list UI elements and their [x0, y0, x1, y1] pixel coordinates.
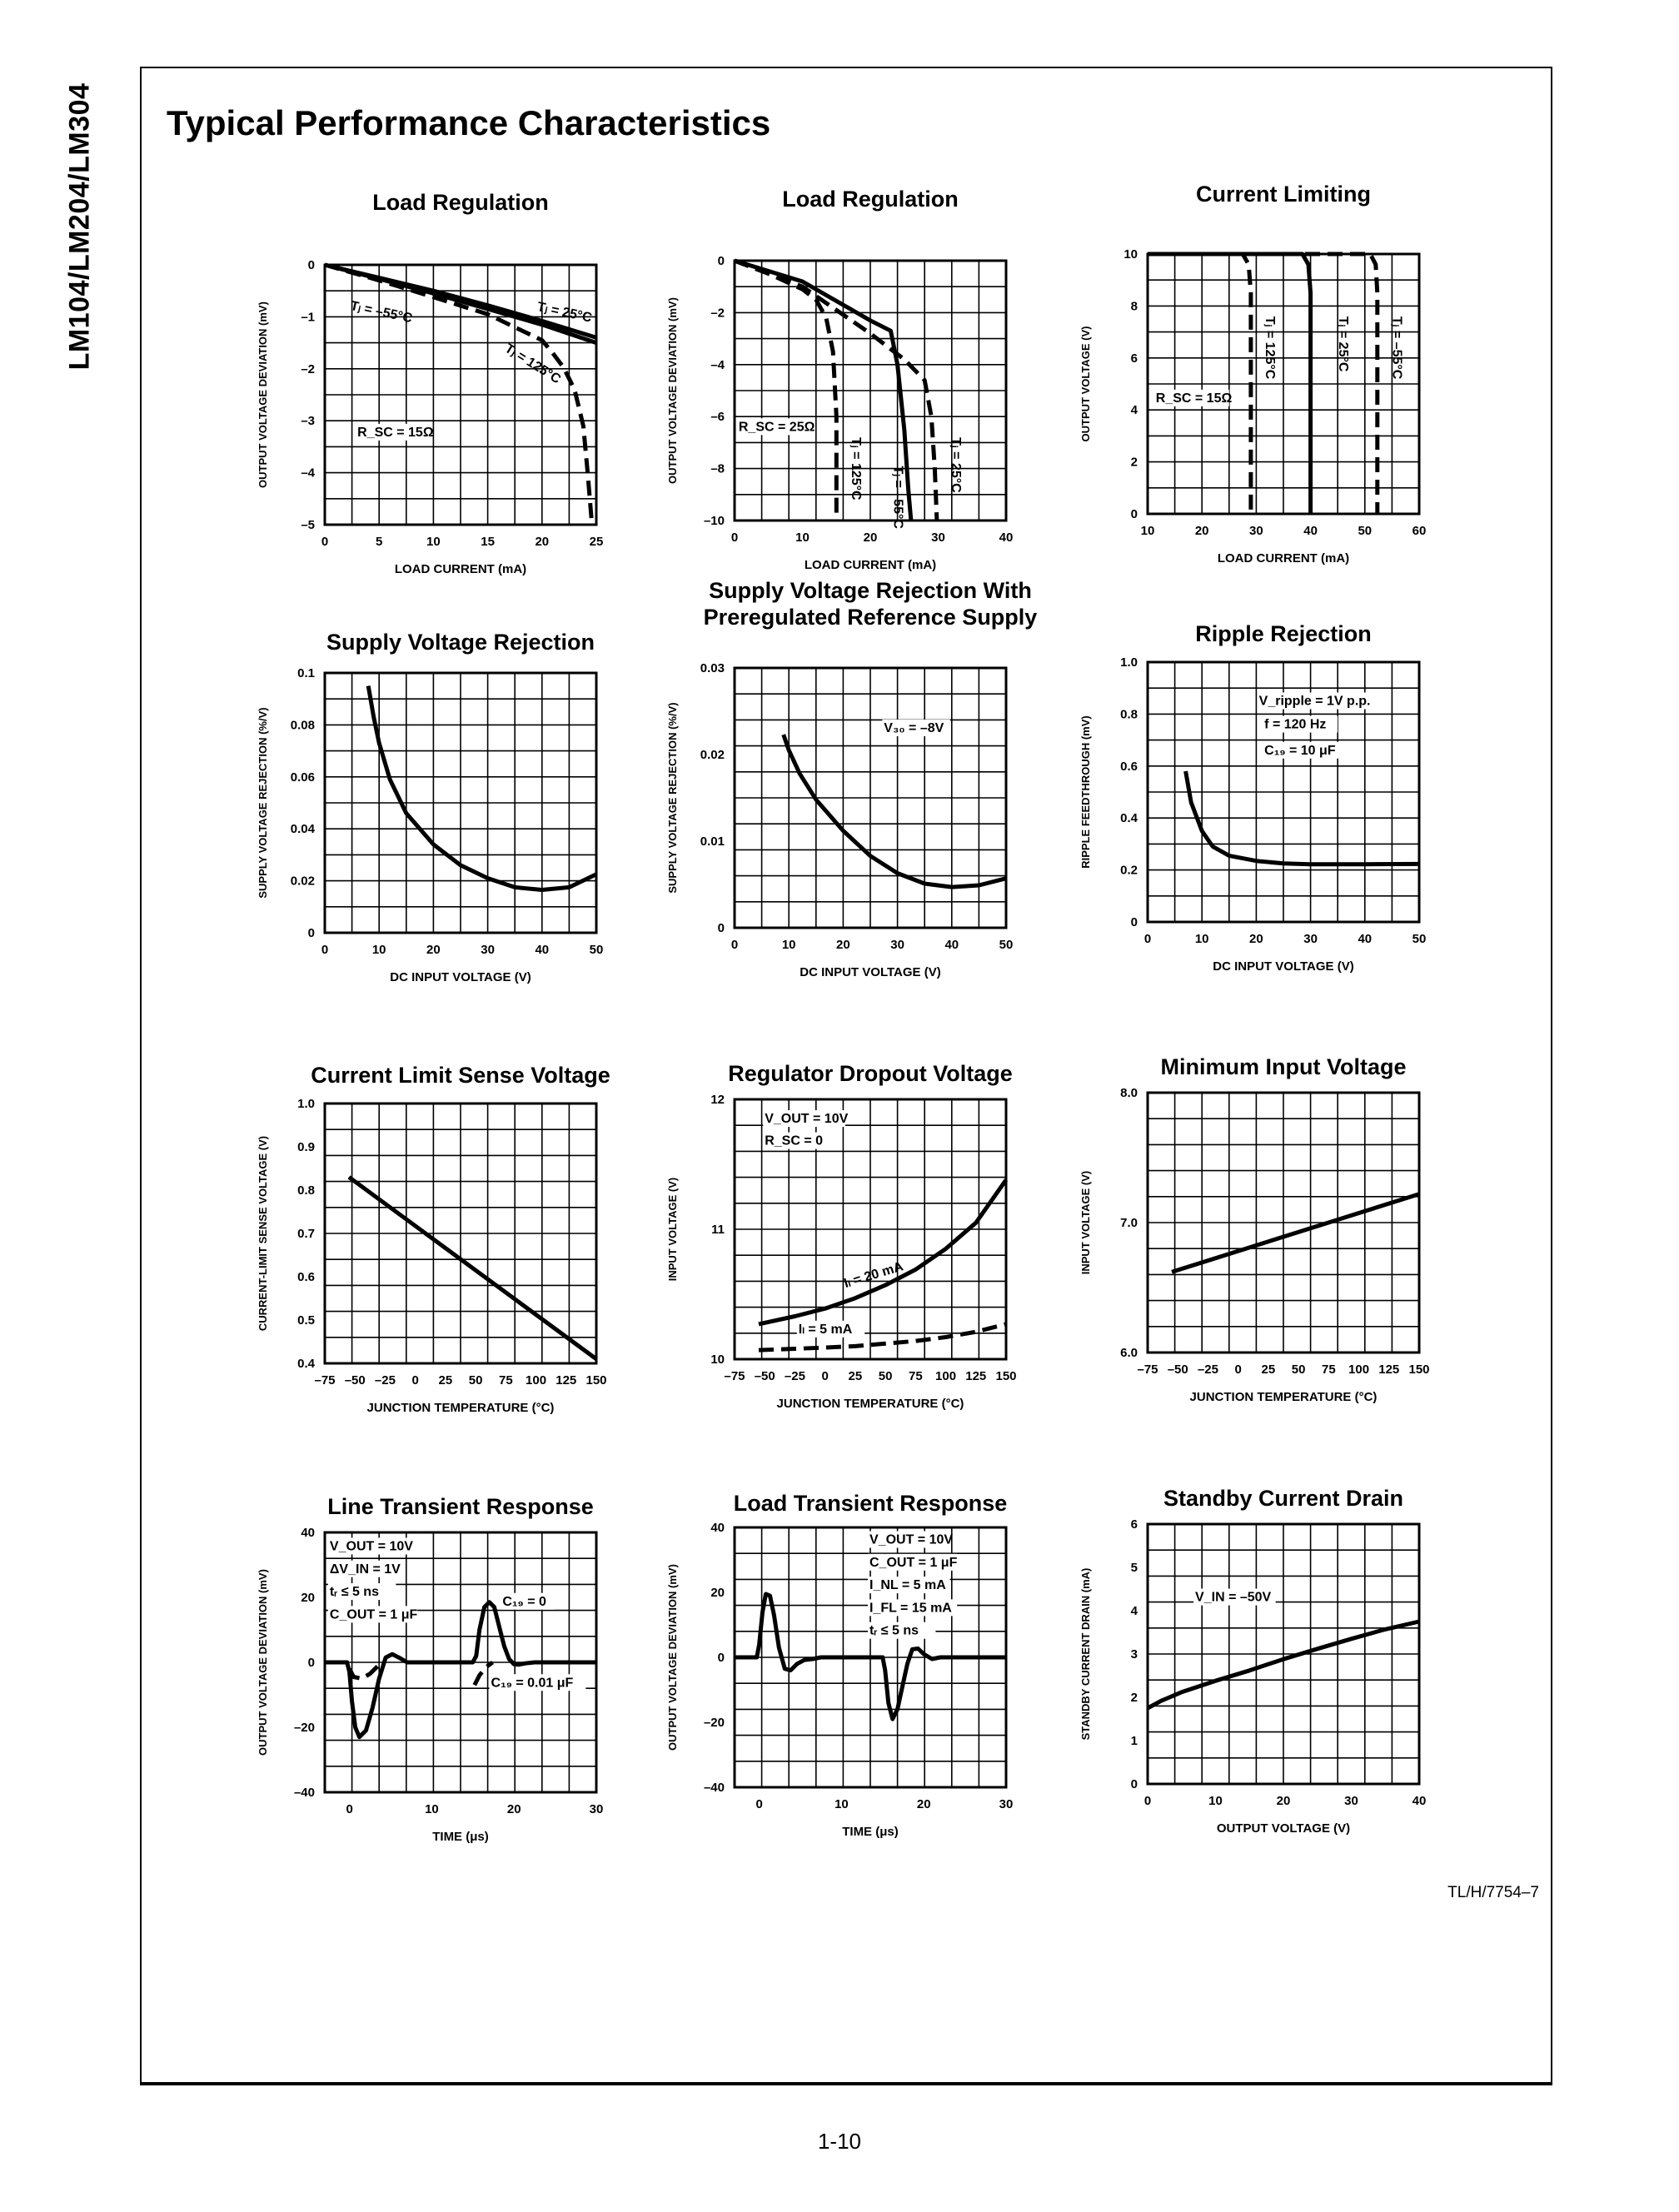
annotation-label: V₃₀ = –8V	[884, 720, 944, 735]
x-tick-label: –50	[754, 1369, 775, 1383]
x-tick-label: 125	[965, 1369, 987, 1383]
y-tick-label: –40	[703, 1781, 725, 1795]
y-tick-label: –1	[301, 310, 315, 325]
y-tick-label: 10	[1123, 247, 1138, 262]
x-tick-label: 0	[730, 531, 739, 545]
x-tick-label: 5	[376, 535, 383, 549]
x-tick-label: 50	[1412, 932, 1427, 946]
y-tick-label: 1.0	[1120, 655, 1138, 670]
y-tick-label: –4	[710, 357, 725, 372]
x-tick-label: 10	[781, 938, 796, 952]
y-tick-label: 0	[307, 258, 315, 272]
annotation-label: R_SC = 15Ω	[1155, 391, 1233, 406]
y-tick-label: 0.6	[297, 1270, 315, 1284]
y-tick-label: 0.03	[700, 661, 725, 675]
y-axis-label: OUTPUT VOLTAGE DEVIATION (mV)	[257, 1569, 269, 1756]
x-tick-label: 30	[999, 1797, 1014, 1811]
x-tick-label: 75	[498, 1373, 513, 1387]
y-tick-label: 0.4	[1120, 811, 1138, 826]
x-axis-label: TIME (μs)	[842, 1825, 899, 1839]
annotation-label: R_SC = 15Ω	[357, 425, 434, 440]
x-tick-label: 150	[585, 1373, 607, 1387]
chart-title: Regulator Dropout Voltage	[728, 1061, 1013, 1086]
y-tick-label: 0	[1130, 915, 1138, 929]
series-line-1	[1172, 1194, 1419, 1273]
document-side-label: LM104/LM204/LM304	[63, 82, 96, 371]
x-tick-label: 125	[1378, 1363, 1400, 1377]
x-tick-label: 100	[526, 1373, 547, 1387]
x-axis-label: TIME (μs)	[432, 1830, 489, 1844]
y-tick-label: –20	[293, 1721, 315, 1735]
y-tick-label: 1.0	[297, 1097, 315, 1111]
y-axis-label: OUTPUT VOLTAGE DEVIATION (mV)	[257, 301, 269, 488]
x-axis-label: LOAD CURRENT (mA)	[1217, 551, 1350, 565]
annotation-label: V_OUT = 10V	[765, 1112, 849, 1127]
y-tick-label: 8.0	[1120, 1086, 1138, 1100]
y-tick-label: 0.02	[700, 748, 725, 762]
y-tick-label: 2	[1130, 1691, 1138, 1705]
x-axis-label: LOAD CURRENT (mA)	[804, 558, 937, 572]
x-tick-label: 25	[1261, 1363, 1276, 1377]
x-tick-label: 0	[411, 1373, 419, 1387]
annotation-label: Tⱼ = –55°C	[890, 466, 905, 529]
annotation-label: C_OUT = 1 μF	[329, 1607, 418, 1622]
annotation-label: Tⱼ = –55°C	[1389, 316, 1404, 380]
y-tick-label: –8	[710, 461, 725, 476]
x-tick-label: 50	[589, 943, 604, 957]
y-tick-label: 2	[1130, 455, 1138, 470]
x-tick-label: 20	[1249, 932, 1263, 946]
y-tick-label: 6	[1130, 1517, 1138, 1532]
x-tick-label: 40	[1303, 524, 1318, 538]
x-tick-label: 30	[890, 938, 904, 952]
annotation-label: I_NL = 5 mA	[869, 1578, 946, 1593]
series-line-1	[368, 686, 596, 890]
y-axis-label: RIPPLE FEEDTHROUGH (mV)	[1079, 715, 1092, 869]
y-tick-label: 0	[717, 921, 725, 935]
series-line-2	[759, 1324, 1006, 1350]
x-tick-label: 50	[1358, 524, 1373, 538]
page-number: 1-10	[817, 2129, 862, 2154]
x-tick-label: 20	[916, 1797, 931, 1811]
chart-title: Load Regulation	[782, 187, 959, 212]
y-tick-label: –6	[710, 410, 725, 425]
x-tick-label: 40	[1358, 932, 1373, 946]
x-tick-label: 20	[836, 938, 850, 952]
annotation-label: C₁₉ = 0.01 μF	[491, 1676, 574, 1691]
y-tick-label: 11	[711, 1223, 725, 1237]
y-tick-label: 3	[1130, 1647, 1138, 1661]
x-tick-label: 100	[1348, 1363, 1370, 1377]
x-tick-label: –50	[344, 1373, 366, 1387]
y-tick-label: –2	[301, 361, 315, 376]
annotation-label: V_IN = –50V	[1195, 1590, 1272, 1605]
y-tick-label: 0.6	[1120, 759, 1138, 774]
y-tick-label: 0.8	[1120, 707, 1138, 722]
chart-5	[666, 578, 1037, 979]
series-line-2	[350, 1666, 379, 1679]
chart-title: Current Limiting	[1196, 182, 1371, 207]
x-tick-label: 25	[589, 535, 604, 549]
x-axis-label: DC INPUT VOLTAGE (V)	[800, 965, 941, 979]
x-tick-label: 20	[426, 943, 441, 957]
chart-10	[257, 1494, 603, 1844]
x-tick-label: 30	[1303, 932, 1318, 946]
x-axis-label: DC INPUT VOLTAGE (V)	[390, 970, 531, 984]
y-tick-label: –10	[703, 514, 725, 528]
y-tick-label: 4	[1130, 403, 1138, 418]
chart-title: Supply Voltage Rejection	[326, 630, 595, 655]
chart-title: Minimum Input Voltage	[1160, 1054, 1407, 1079]
y-axis-label: INPUT VOLTAGE (V)	[1079, 1170, 1092, 1275]
x-tick-label: 15	[481, 535, 495, 549]
annotation-label: tᵣ ≤ 5 ns	[869, 1623, 919, 1638]
y-tick-label: –20	[703, 1716, 725, 1730]
annotation-label: Tⱼ = 25°C	[948, 437, 963, 493]
y-tick-label: –40	[293, 1786, 315, 1800]
annotation-label: Iₗ = 20 mA	[842, 1259, 905, 1292]
x-tick-label: 30	[589, 1802, 604, 1816]
annotation-label: Iₗ = 5 mA	[798, 1322, 853, 1337]
y-tick-label: 10	[710, 1353, 725, 1367]
annotation-label: Tⱼ = 25°C	[1336, 316, 1351, 372]
annotation-label: R_SC = 25Ω	[738, 420, 815, 435]
x-tick-label: 10	[426, 535, 441, 549]
x-tick-label: 30	[1249, 524, 1263, 538]
x-tick-label: 40	[1412, 1794, 1427, 1808]
x-tick-label: 25	[438, 1373, 453, 1387]
y-tick-label: 0	[307, 1656, 315, 1670]
chart-title: Preregulated Reference Supply	[703, 605, 1038, 630]
x-axis-label: JUNCTION TEMPERATURE (°C)	[1189, 1390, 1378, 1404]
annotation-label: V_OUT = 10V	[329, 1539, 413, 1554]
y-tick-label: 1	[1130, 1734, 1138, 1748]
x-tick-label: 0	[1143, 1794, 1152, 1808]
y-tick-label: –3	[301, 414, 315, 429]
x-tick-label: 10	[1194, 932, 1209, 946]
y-tick-label: 5	[1130, 1561, 1138, 1575]
x-tick-label: 125	[556, 1373, 577, 1387]
x-tick-label: 100	[935, 1369, 957, 1383]
y-tick-label: –4	[301, 466, 315, 481]
x-tick-label: –50	[1167, 1363, 1188, 1377]
y-axis-label: SUPPLY VOLTAGE REJECTION (%/V)	[257, 707, 269, 899]
annotation-label: Tⱼ = 125°C	[1263, 316, 1278, 380]
x-axis-label: JUNCTION TEMPERATURE (°C)	[366, 1401, 555, 1415]
y-tick-label: 8	[1130, 299, 1138, 314]
annotation-label: Tⱼ = 125°C	[502, 341, 564, 387]
x-tick-label: 30	[1344, 1794, 1358, 1808]
chart-title: Standby Current Drain	[1163, 1486, 1404, 1511]
y-tick-label: 20	[710, 1586, 725, 1600]
chart-12	[1079, 1486, 1426, 1836]
y-tick-label: 0.8	[297, 1183, 315, 1198]
y-axis-label: OUTPUT VOLTAGE (V)	[1079, 326, 1092, 442]
annotation-label: C_OUT = 1 μF	[869, 1555, 958, 1570]
y-tick-label: 6.0	[1120, 1346, 1138, 1360]
x-tick-label: 20	[863, 531, 878, 545]
x-tick-label: 0	[1234, 1363, 1242, 1377]
y-tick-label: 40	[710, 1521, 725, 1535]
chart-1	[257, 190, 603, 576]
chart-title: Current Limit Sense Voltage	[311, 1063, 610, 1088]
y-tick-label: 0	[1130, 1777, 1138, 1791]
x-tick-label: 0	[346, 1802, 353, 1816]
x-tick-label: 10	[795, 531, 810, 545]
x-tick-label: 150	[1408, 1363, 1430, 1377]
chart-title: Line Transient Response	[327, 1494, 594, 1519]
x-tick-label: 10	[835, 1797, 849, 1811]
y-tick-label: 0.1	[297, 666, 315, 680]
x-tick-label: 10	[425, 1802, 439, 1816]
x-tick-label: 25	[848, 1369, 863, 1383]
figure-reference: TL/H/7754–7	[1447, 1884, 1539, 1901]
y-tick-label: 0.5	[297, 1313, 315, 1328]
x-tick-label: 75	[908, 1369, 923, 1383]
y-tick-label: 0	[307, 926, 315, 940]
chart-9	[1079, 1054, 1430, 1404]
x-tick-label: 0	[821, 1369, 829, 1383]
x-tick-label: –25	[784, 1369, 805, 1383]
chart-4	[257, 630, 603, 984]
y-tick-label: 0.08	[290, 718, 315, 733]
annotation-label: I_FL = 15 mA	[869, 1601, 952, 1616]
x-tick-label: 75	[1321, 1363, 1336, 1377]
y-axis-label: STANDBY CURRENT DRAIN (mA)	[1079, 1567, 1092, 1741]
x-tick-label: –75	[724, 1369, 745, 1383]
annotation-label: C₁₉ = 10 μF	[1264, 743, 1336, 758]
annotation-label: Tⱼ = 25°C	[536, 300, 594, 326]
x-tick-label: 50	[999, 938, 1014, 952]
y-axis-label: CURRENT-LIMIT SENSE VOLTAGE (V)	[257, 1135, 269, 1332]
x-tick-label: 40	[944, 938, 959, 952]
y-tick-label: 40	[301, 1526, 315, 1540]
y-tick-label: 0.4	[297, 1357, 315, 1371]
x-tick-label: –75	[1137, 1363, 1158, 1377]
series-line-1	[759, 1180, 1006, 1324]
x-axis-label: DC INPUT VOLTAGE (V)	[1213, 959, 1354, 974]
x-tick-label: 30	[481, 943, 495, 957]
annotation-label: f = 120 Hz	[1264, 717, 1327, 732]
y-tick-label: 0	[717, 1651, 725, 1665]
y-tick-label: 0.2	[1120, 863, 1138, 878]
y-tick-label: 0.06	[290, 770, 315, 785]
annotation-label: tᵣ ≤ 5 ns	[329, 1585, 379, 1600]
x-tick-label: 150	[995, 1369, 1017, 1383]
y-tick-label: 7.0	[1120, 1216, 1138, 1230]
chart-title: Load Transient Response	[733, 1491, 1008, 1516]
chart-11	[666, 1491, 1013, 1839]
x-axis-label: JUNCTION TEMPERATURE (°C)	[776, 1397, 964, 1411]
x-tick-label: 0	[321, 943, 329, 957]
y-tick-label: 0	[717, 254, 725, 268]
section-title: Typical Performance Characteristics	[167, 103, 771, 142]
y-tick-label: 20	[301, 1591, 315, 1605]
y-tick-label: 0.7	[297, 1227, 315, 1241]
x-tick-label: 20	[1276, 1794, 1291, 1808]
chart-3	[1079, 182, 1426, 565]
x-tick-label: 40	[999, 531, 1014, 545]
x-tick-label: 60	[1412, 524, 1427, 538]
x-tick-label: 10	[1208, 1794, 1223, 1808]
y-tick-label: 0.9	[297, 1140, 315, 1154]
x-tick-label: 50	[1291, 1363, 1306, 1377]
chart-8	[666, 1061, 1017, 1411]
annotation-label: V_OUT = 10V	[869, 1532, 954, 1547]
x-tick-label: 20	[535, 535, 550, 549]
y-tick-label: 0	[1130, 507, 1138, 521]
y-tick-label: –2	[710, 306, 725, 321]
annotation-label: V_ripple = 1V p.p.	[1258, 694, 1371, 709]
x-tick-label: 10	[371, 943, 386, 957]
y-tick-label: 0.02	[290, 874, 315, 889]
chart-title: Load Regulation	[372, 190, 549, 215]
chart-title: Supply Voltage Rejection With	[709, 578, 1032, 603]
annotation-label: C₁₉ = 0	[502, 1594, 546, 1609]
y-axis-label: SUPPLY VOLTAGE REJECTION (%/V)	[666, 702, 679, 894]
annotation-label: Tⱼ = 125°C	[848, 437, 863, 501]
x-tick-label: 30	[931, 531, 945, 545]
x-tick-label: –25	[374, 1373, 396, 1387]
x-axis-label: LOAD CURRENT (mA)	[394, 562, 527, 576]
x-tick-label: 40	[535, 943, 550, 957]
chart-title: Ripple Rejection	[1195, 621, 1372, 646]
x-tick-label: 50	[878, 1369, 893, 1383]
chart-2	[666, 187, 1013, 572]
x-axis-label: OUTPUT VOLTAGE (V)	[1216, 1821, 1351, 1836]
x-tick-label: 20	[506, 1802, 521, 1816]
x-tick-label: –75	[314, 1373, 336, 1387]
x-tick-label: –25	[1197, 1363, 1218, 1377]
x-tick-label: 0	[1143, 932, 1152, 946]
y-tick-label: 6	[1130, 351, 1138, 366]
y-tick-label: 0.01	[700, 834, 725, 849]
x-tick-label: 50	[468, 1373, 483, 1387]
annotation-label: R_SC = 0	[765, 1133, 824, 1148]
annotation-label: Tⱼ = –55°C	[349, 298, 414, 326]
annotation-label: ΔV_IN = 1V	[329, 1562, 401, 1577]
y-tick-label: 12	[710, 1093, 725, 1107]
y-axis-label: INPUT VOLTAGE (V)	[666, 1177, 679, 1282]
y-tick-label: –5	[301, 518, 315, 532]
x-tick-label: 0	[730, 938, 739, 952]
y-tick-label: 0.04	[290, 822, 315, 837]
series-line-1	[349, 1177, 596, 1358]
x-tick-label: 20	[1194, 524, 1209, 538]
y-tick-label: 4	[1130, 1604, 1138, 1618]
x-tick-label: 10	[1140, 524, 1155, 538]
series-line-1	[784, 735, 1006, 887]
chart-6	[1079, 621, 1426, 974]
x-tick-label: 0	[755, 1797, 763, 1811]
x-tick-label: 0	[321, 535, 329, 549]
y-axis-label: OUTPUT VOLTAGE DEVIATION (mV)	[666, 297, 679, 484]
chart-7	[257, 1063, 610, 1415]
y-axis-label: OUTPUT VOLTAGE DEVIATION (mV)	[666, 1564, 679, 1751]
